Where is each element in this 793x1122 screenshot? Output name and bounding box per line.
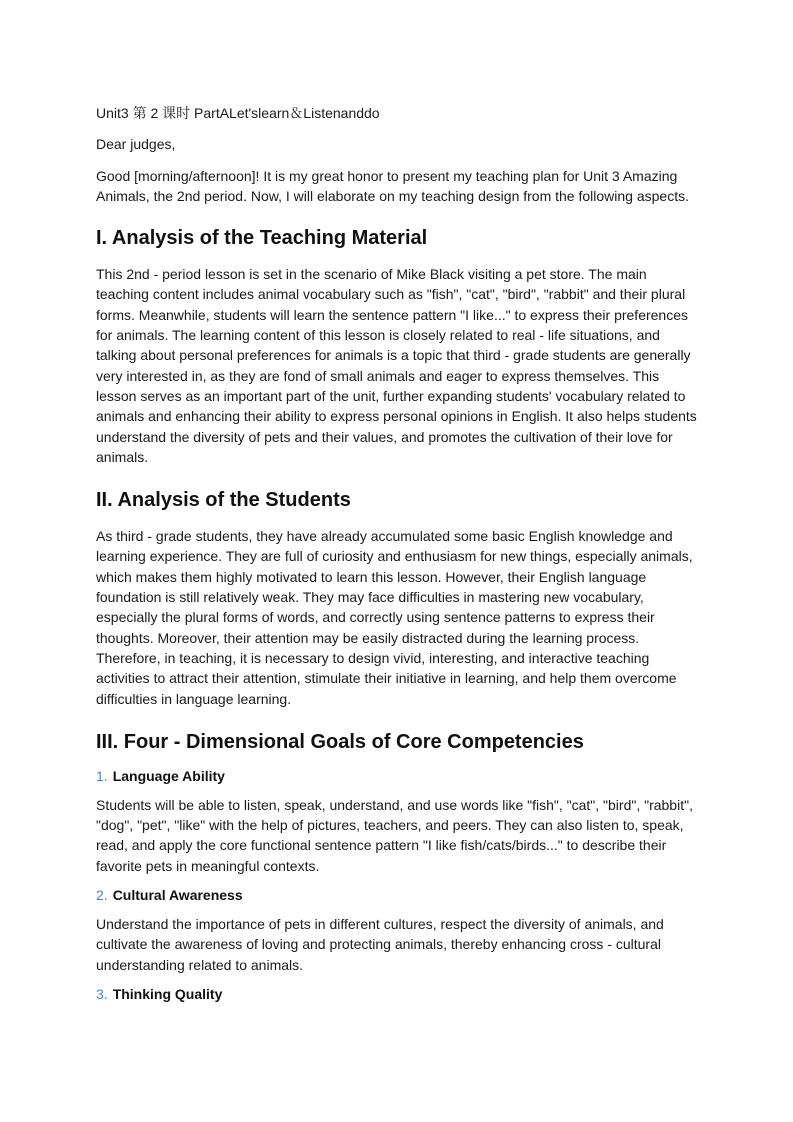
section-body-teaching-material: This 2nd - period lesson is set in the scenario of Mike Black visiting a pet store. The main teaching content includes animal vocabulary such as "fish", "cat", "bird", "rabbit" and their plural forms. Meanwhile, students will learn the sentence pattern "I like..." to express their preferences for animals. The learning content of this lesson is closely related to real - life situations, and talking about personal preferences for animals is a topic that third - grade students are generally very interested in, as they are fond of small animals and eager to express themselves. This lesson serves as an important part of the unit, further expanding students' vocabulary related to animals and enhancing their ability to express personal opinions in English. It also helps students understand the diversity of pets and their values, and promotes the cultivation of their love for animals. (96, 266, 697, 465)
section-heading-teaching-material: I. Analysis of the Teaching Material (96, 227, 428, 250)
goal-title: Language Ability (112, 767, 225, 784)
goal-heading-language-ability (96, 766, 700, 786)
goal-heading-cultural-awareness (96, 885, 700, 905)
goal-body-cultural-awareness: Understand the importance of pets in different cultures, respect the diversity of animals, and cultivate the awareness of loving and protecting animals, thereby enhancing cross - cultural understanding related to animals. (96, 916, 664, 973)
greeting: Dear judges, (96, 136, 176, 153)
goal-number: 2. (96, 887, 108, 904)
section-heading-core-competencies: III. Four - Dimensional Goals of Core Competencies (96, 730, 584, 753)
document-content (96, 103, 700, 1013)
section-heading-students: II. Analysis of the Students (96, 489, 351, 512)
goal-title: Thinking Quality (112, 985, 223, 1002)
goal-heading-thinking-quality (96, 984, 700, 1004)
goal-body-language-ability: Students will be able to listen, speak, understand, and use words like "fish", "cat", "bird", "rabbit", "dog", "pet", "like" with the help of pictures, teachers, and peers. They can also listen to, speak, read, and apply the core functional sentence pattern "I like fish/cats/birds..." to describe their favorite pets in meaningful contexts. (96, 796, 693, 874)
goal-number: 3. (96, 985, 108, 1002)
document-title-line: Unit3 第 2 课时 PartALet'slearn＆Listenanddo (96, 105, 380, 121)
section-body-students: As third - grade students, they have already accumulated some basic English knowledge and learning experience. They are full of curiosity and enthusiasm for new things, especially animals, which makes them highly motivated to learn this lesson. However, their English language foundation is still relatively weak. They may face difficulties in mastering new vocabulary, especially the plural forms of words, and correctly using sentence patterns to express their thoughts. Moreover, their attention may be easily distracted during the learning process. Therefore, in teaching, it is necessary to design vivid, interesting, and interactive teaching activities to attract their attention, stimulate their initiative in learning, and help them overcome difficulties in language learning. (96, 528, 693, 707)
goal-title: Cultural Awareness (112, 887, 243, 904)
goal-number: 1. (96, 767, 108, 784)
intro-paragraph: Good [morning/afternoon]! It is my great honor to present my teaching plan for Unit 3 Amazing Animals, the 2nd period. Now, I will elaborate on my teaching design from the following aspects. (96, 167, 689, 204)
